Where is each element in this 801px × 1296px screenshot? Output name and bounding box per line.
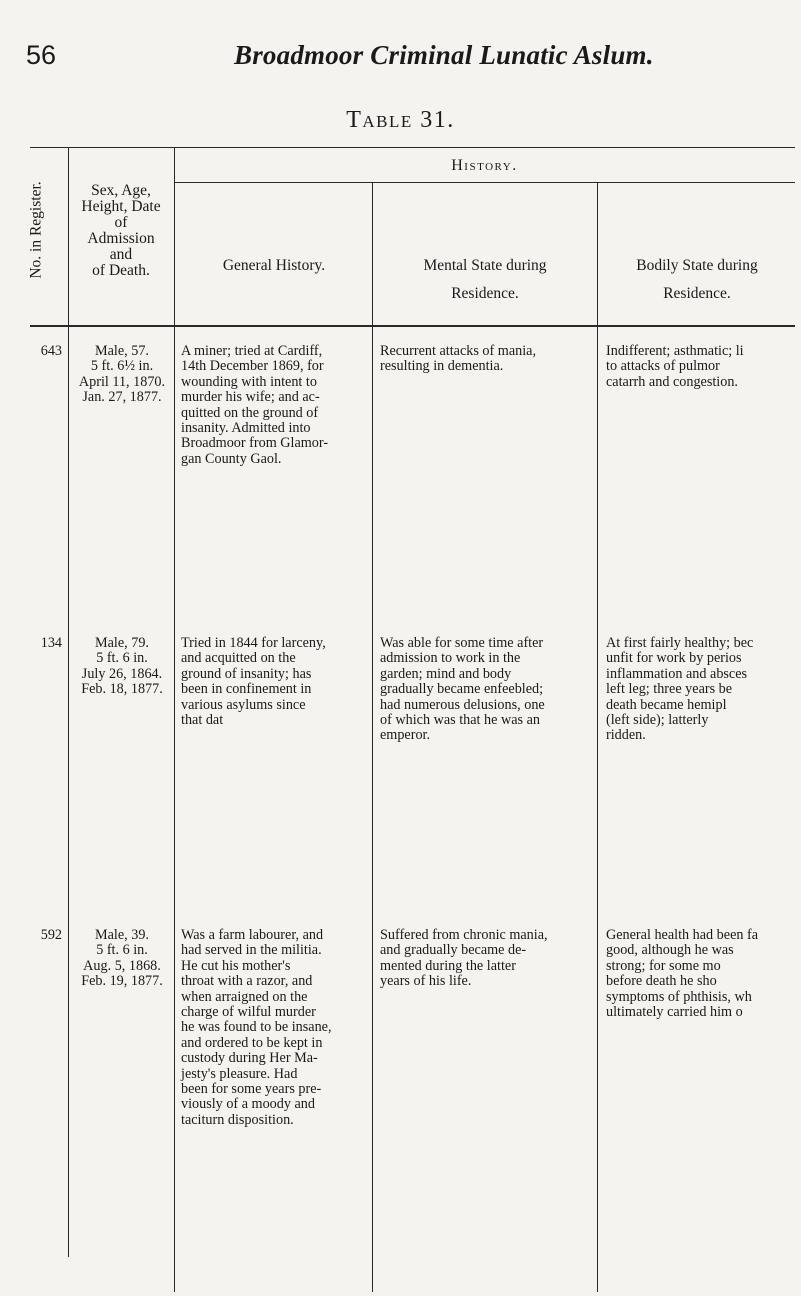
bodily-state-text: At first fairly healthy; bec unfit for work by perios inflammation and absces left leg; three years be death became hemipl (left side); latterly ridden. — [606, 636, 754, 744]
header-general-history: General History. — [222, 257, 326, 274]
bodily-state-text: Indifferent; asthmatic; li to attacks of pulmor catarrh and congestion. — [606, 344, 744, 390]
header-register: No. in Register. — [28, 181, 45, 279]
page-number: 56 — [26, 40, 57, 70]
general-history-text: A miner; tried at Cardiff, 14th December 1869, for wounding with intent to murder his wife; and ac- quitted on the ground of insanity. Admitted into Broadmoor from Glamor- gan County Gaol. — [181, 343, 329, 467]
mental-state-text: Was able for some time after admission to work in the garden; mind and body gradually became enfeebled; had numerous delusions, one of which was that he was an emperor. — [380, 635, 545, 744]
header-mental-state: Mental State during Residence. — [423, 257, 547, 302]
register-number: 643 — [40, 343, 62, 359]
bodily-state-text: General health had been fa good, although he was strong; for some mo before death he sho symptoms of phthisis, wh ultimately carried him o — [606, 928, 759, 1021]
header-bodily-state: Bodily State during Residence. — [636, 257, 758, 302]
register-number: 134 — [40, 635, 62, 651]
header-sex-age: Sex, Age, Height, Date of Admission and of Death. — [81, 182, 161, 279]
sex-age-dates: Male, 79. 5 ft. 6 in. July 26, 1864. Feb. 18, 1877. — [81, 635, 163, 698]
header-bottom-rule — [30, 325, 795, 327]
col-rule-2 — [174, 147, 175, 1292]
general-history-text: Tried in 1844 for larceny, and acquitted on the ground of insanity; has been in confinement in various asylums since that dat — [181, 635, 326, 729]
col-rule-4 — [597, 182, 598, 1292]
mental-state-text: Recurrent attacks of mania, resulting in dementia. — [380, 343, 536, 375]
table-top-rule — [30, 147, 795, 148]
sex-age-dates: Male, 57. 5 ft. 6½ in. April 11, 1870. Jan. 27, 1877. — [78, 343, 166, 406]
header-history: History. — [451, 157, 518, 174]
general-history-text: Was a farm labourer, and had served in the militia. He cut his mother's throat with a razor, and when arraigned on the charge of wilful murder he was found to be insane, and ordered to be kept in custody during Her Ma- jesty's pleasure. Had been for some years pre- viously of a moody and taciturn disposition. — [181, 927, 332, 1128]
col-rule-3 — [372, 182, 373, 1292]
table-title: Table 31. — [346, 107, 455, 133]
running-head: Broadmoor Criminal Lunatic Aslum. — [234, 40, 654, 70]
sex-age-dates: Male, 39. 5 ft. 6 in. Aug. 5, 1868. Feb. 19, 1877. — [81, 927, 163, 990]
col-rule-1 — [68, 147, 69, 1257]
register-number: 592 — [40, 927, 62, 943]
mental-state-text: Suffered from chronic mania, and gradually became de- mented during the latter years of his life. — [380, 927, 548, 990]
history-sub-rule — [174, 182, 795, 183]
